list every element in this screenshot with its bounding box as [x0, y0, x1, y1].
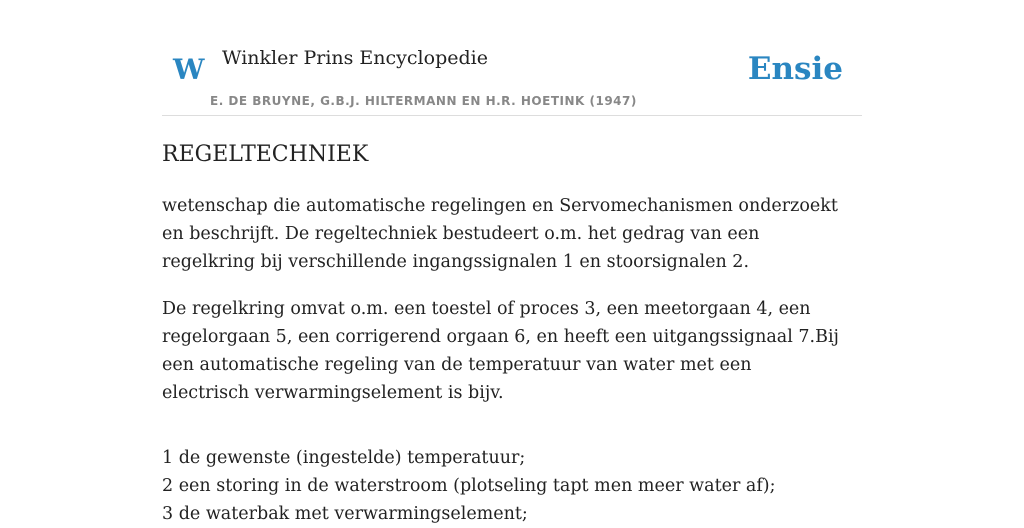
- publication-title[interactable]: Winkler Prins Encyclopedie: [222, 47, 488, 69]
- list-item: 2 een storing in de waterstroom (plotseling tapt men meer water af);: [162, 476, 776, 496]
- article-paragraph: De regelkring omvat o.m. een toestel of proces 3, een meetorgaan 4, een regelorgaan 5, een corrigerend orgaan 6, en heeft een uitgangssignaal 7.Bij een automatische regeling van de temperatuur van water met een electrisch verwarmingselement is bijv.: [162, 299, 839, 403]
- logo-w-icon[interactable]: W: [173, 53, 205, 86]
- header-divider: [162, 115, 862, 116]
- list-item: 1 de gewenste (ingestelde) temperatuur;: [162, 448, 526, 468]
- article-title: REGELTECHNIEK: [162, 142, 369, 167]
- ensie-logo[interactable]: Ensie: [747, 51, 843, 87]
- article-body: [162, 192, 842, 528]
- article-paragraph: wetenschap die automatische regelingen en Servomechanismen onderzoekt en beschrijft. De regeltechniek bestudeert o.m. het gedrag van een regelkring bij verschillende ingangssignalen 1 en stoorsignalen 2.: [162, 196, 838, 272]
- article-list: [162, 444, 842, 528]
- list-item: 3 de waterbak met verwarmingselement;: [162, 504, 528, 524]
- authors-byline: E. DE BRUYNE, G.B.J. HILTERMANN EN H.R. HOETINK (1947): [210, 94, 637, 108]
